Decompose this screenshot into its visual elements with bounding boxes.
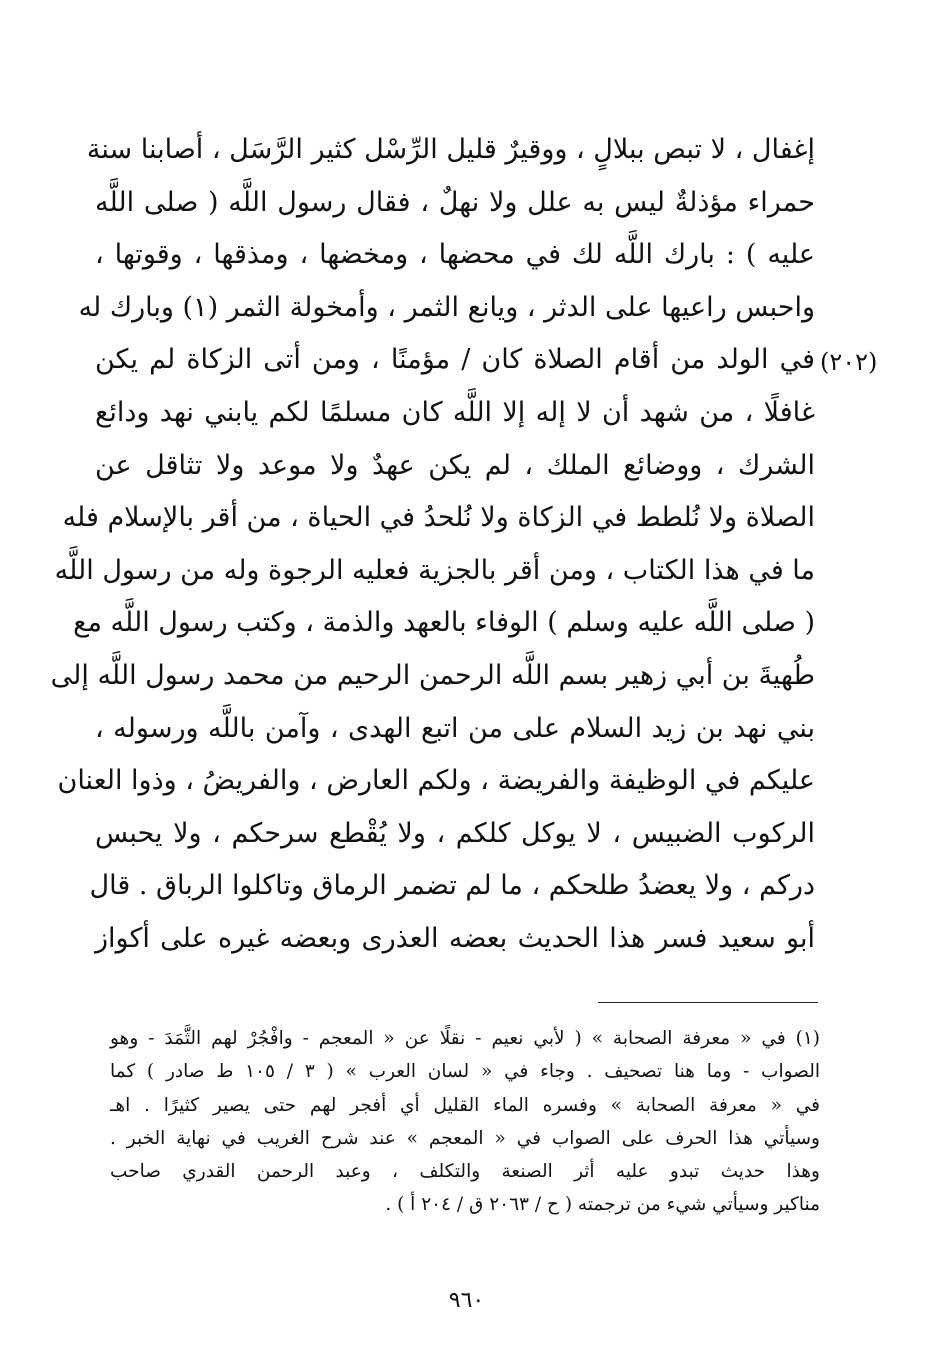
- text-line: عليكم في الوظيفة والفريضة ، ولكم العارض ، والفريضُ ، وذوا العنان: [57, 765, 815, 797]
- footnote-separator: [598, 1002, 818, 1003]
- text-line: ( صلى اللَّه عليه وسلم ) الوفاء بالعهد والذمة ، وكتب رسول اللَّه مع: [73, 607, 815, 639]
- text-line: الصلاة ولا نُلطط في الزكاة ولا نُلحدُ في الحياة ، من أقر بالإسلام فله: [62, 502, 815, 534]
- footnote-line: الصواب - وما هنا تصحيف . وجاء في « لسان العرب » ( ٣ / ١٠٥ ط صادر ) كما: [110, 1061, 820, 1083]
- footnotes: [110, 1022, 820, 1222]
- footnote-line: وهذا حديث تبدو عليه أثر الصنعة والتكلف ، وعبد الرحمن القدري صاحب: [110, 1161, 820, 1183]
- text-line: طُهيةَ بن أبي زهير بسم اللَّه الرحمن الرحيم من محمد رسول اللَّه إلى: [50, 659, 815, 691]
- footnote-line: وسيأتي هذا الحرف على الصواب في « المعجم » عند شرح الغريب في نهاية الخبر .: [110, 1127, 820, 1149]
- page-number: ٩٦٠: [448, 1288, 485, 1313]
- text-line: دركم ، ولا يعضدُ طلحكم ، ما لم تضمر الرماق وتاكلوا الرباق . قال: [89, 870, 815, 902]
- text-line: إغفال ، لا تبص ببلالٍ ، ووقيرٌ قليل الرِّسْل كثير الرَّسَل ، أصابنا سنة: [86, 134, 815, 165]
- footnote-line: (١) في « معرفة الصحابة » ( لأبي نعيم - نقلًا عن « المعجم - وافْجُرْ لهم الثَّمَدَ - وهو: [110, 1028, 820, 1049]
- main-text: [50, 124, 815, 966]
- text-line: بني نهد بن زيد السلام على من اتبع الهدى ، وآمن باللَّه ورسوله ،: [95, 712, 815, 744]
- text-line: الركوب الضبيس ، لا يوكل كلكم ، ولا يُقْطع سرحكم ، ولا يحبس: [95, 817, 815, 849]
- text-line: واحبس راعيها على الدثر ، ويانع الثمر ، وأمخولة الثمر (١) وبارك له: [78, 291, 815, 323]
- footnote-line: في « معرفة الصحابة » وفسره الماء القليل أي أفجر لهم حتى يصير كثيرًا . اهـ: [110, 1094, 820, 1116]
- text-line: أبو سعيد فسر هذا الحديث بعضه العذرى وبعضه غيره على أكواز: [95, 922, 815, 954]
- text-line: في الولد من أقام الصلاة كان / مؤمنًا ، ومن أتى الزكاة لم يكن: [95, 344, 815, 376]
- text-line: عليه ) : بارك اللَّه لك في محضها ، ومخضها ، ومذقها ، وقوتها ،: [95, 239, 815, 271]
- text-line: ما في هذا الكتاب ، ومن أقر بالجزية فعليه الرجوة وله من رسول اللَّه: [54, 554, 815, 586]
- footnote-line: مناكير وسيأتي شيء من ترجمته ( ح / ٢٠٦٣ ق / ٢٠٤ أ ) .: [385, 1194, 820, 1216]
- margin-page-marker: (٢٠٢): [820, 348, 878, 376]
- text-line: الشرك ، ووضائع الملك ، لم يكن عهدٌ ولا موعد ولا تثاقل عن: [95, 449, 815, 481]
- text-line: غافلًا ، من شهد أن لا إله إلا اللَّه كان مسلمًا لكم يابني نهد ودائع: [95, 396, 815, 428]
- text-line: حمراء مؤذلةٌ ليس به علل ولا نهلٌ ، فقال رسول اللَّه ( صلى اللَّه: [95, 186, 815, 218]
